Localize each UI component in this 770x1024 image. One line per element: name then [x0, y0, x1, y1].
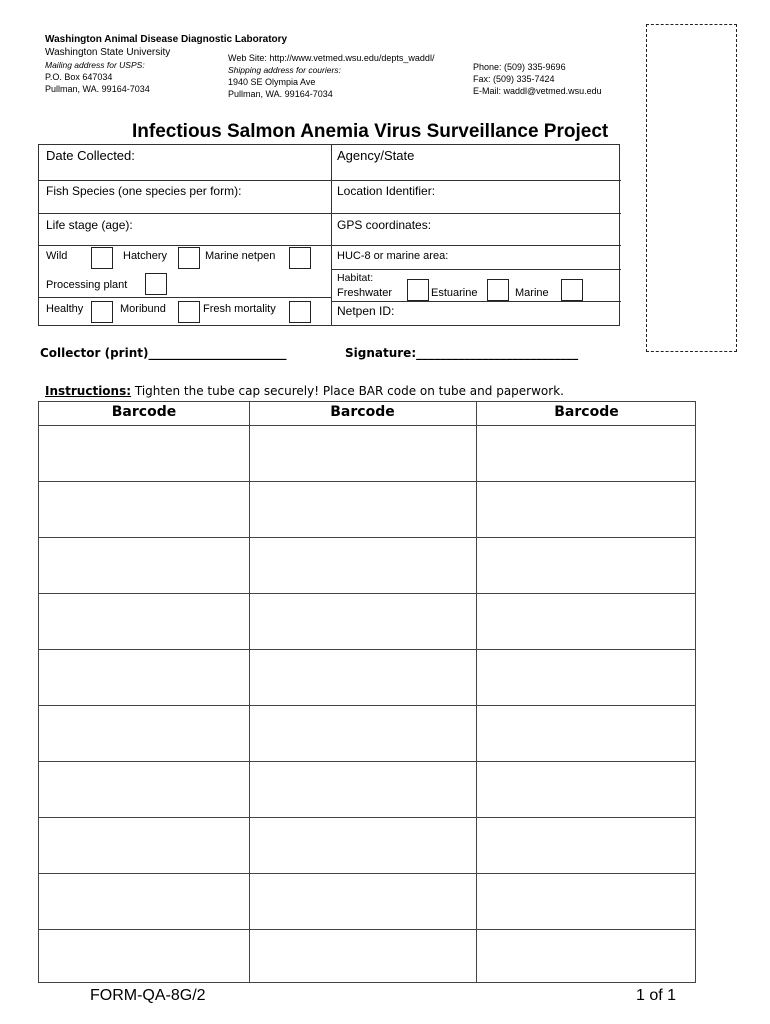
barcode-label-area [646, 24, 737, 352]
fax: Fax: (509) 335-7424 [473, 74, 555, 84]
fish-species-field[interactable]: Fish Species (one species per form): [46, 184, 242, 198]
barcode-header-1: Barcode [111, 404, 177, 420]
healthy-label: Healthy [46, 303, 84, 315]
shipping-address [228, 52, 434, 100]
moribund-label: Moribund [120, 303, 166, 315]
huc-field[interactable]: HUC-8 or marine area: [337, 250, 449, 262]
habitat-label: Habitat: [337, 272, 374, 284]
marine-netpen-label: Marine netpen [205, 250, 276, 262]
form-id: FORM-QA-8G/2 [90, 987, 206, 1004]
freshwater-checkbox[interactable] [407, 279, 429, 301]
mailing-address [45, 47, 170, 95]
po-box: P.O. Box 647034 [45, 72, 113, 82]
contact-info [473, 61, 602, 97]
marine-checkbox[interactable] [561, 279, 583, 301]
instructions-text: Tighten the tube cap securely! Place BAR code on tube and paperwork. [131, 384, 564, 398]
barcode-header-3: Barcode [554, 404, 619, 420]
freshwater-label: Freshwater [337, 287, 393, 299]
fresh-mortality-label: Fresh mortality [203, 303, 276, 315]
processing-plant-checkbox[interactable] [145, 273, 167, 295]
mailing-label: Mailing address for USPS: [45, 60, 145, 70]
phone: Phone: (509) 335-9696 [473, 62, 566, 72]
instructions-label: Instructions: [45, 384, 132, 398]
fresh-mortality-checkbox[interactable] [289, 301, 311, 323]
barcode-header-2: Barcode [330, 404, 395, 420]
website: Web Site: http://www.vetmed.wsu.edu/depts_waddl/ [228, 53, 435, 63]
moribund-checkbox[interactable] [178, 301, 200, 323]
barcode-table [38, 401, 696, 983]
mailing-city: Pullman, WA. 99164-7034 [45, 84, 150, 94]
date-collected-field[interactable]: Date Collected: [46, 148, 135, 163]
estuarine-label: Estuarine [431, 287, 478, 299]
processing-plant-label: Processing plant [46, 279, 128, 291]
wild-checkbox[interactable] [91, 247, 113, 269]
marine-netpen-checkbox[interactable] [289, 247, 311, 269]
hatchery-label: Hatchery [123, 250, 168, 262]
location-identifier-field[interactable]: Location Identifier: [337, 184, 436, 198]
netpen-id-field[interactable]: Netpen ID: [337, 304, 395, 318]
marine-label: Marine [515, 287, 549, 299]
healthy-checkbox[interactable] [91, 301, 113, 323]
signature-field[interactable]: Signature:___________________________ [345, 346, 579, 360]
page-number: 1 of 1 [636, 987, 677, 1004]
sample-info-table [38, 144, 620, 326]
lab-name: Washington Animal Disease Diagnostic Laboratory [45, 34, 288, 45]
life-stage-field[interactable]: Life stage (age): [46, 218, 133, 232]
wild-label: Wild [46, 250, 68, 262]
estuarine-checkbox[interactable] [487, 279, 509, 301]
shipping-street: 1940 SE Olympia Ave [228, 77, 316, 87]
university-name: Washington State University [45, 47, 171, 58]
email: E-Mail: waddl@vetmed.wsu.edu [473, 86, 602, 96]
form-title: Infectious Salmon Anemia Virus Surveillance Project [132, 121, 609, 142]
instructions [45, 384, 564, 398]
agency-state-field[interactable]: Agency/State [337, 148, 415, 163]
collector-print-field[interactable]: Collector (print)_______________________ [40, 346, 287, 360]
hatchery-checkbox[interactable] [178, 247, 200, 269]
gps-coordinates-field[interactable]: GPS coordinates: [337, 218, 432, 232]
shipping-city: Pullman, WA. 99164-7034 [228, 89, 333, 99]
shipping-label: Shipping address for couriers: [228, 65, 341, 75]
